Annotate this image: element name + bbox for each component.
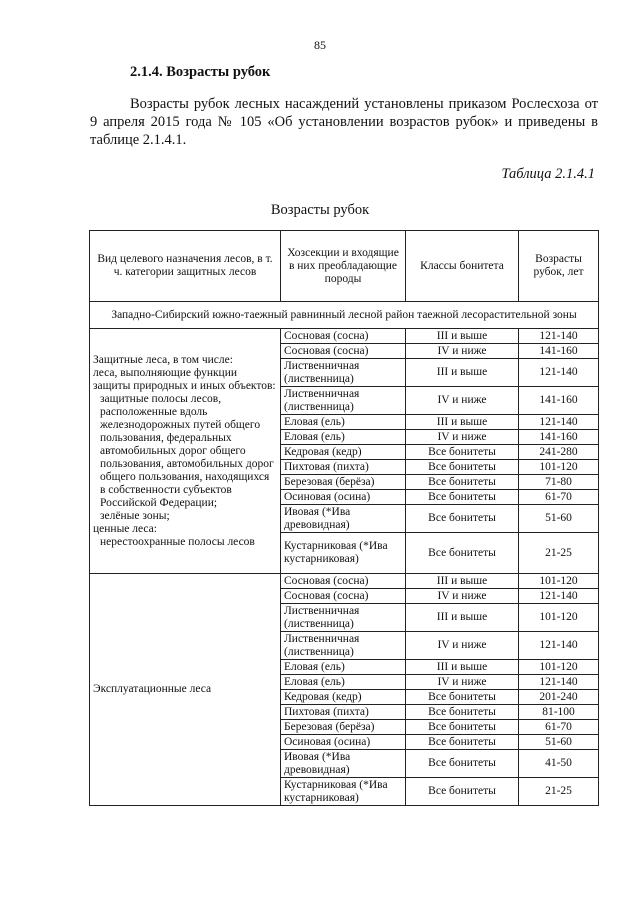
species-cell: Еловая (ель) — [281, 430, 406, 445]
protective-forests-category — [90, 329, 281, 574]
site-class-cell: Все бонитеты — [406, 490, 519, 505]
site-class-cell: IV и ниже — [406, 344, 519, 359]
zone-cell: Западно-Сибирский южно-таежный равнинный лесной район таежной лесорастительной зоны — [90, 302, 599, 329]
site-class-cell: III и выше — [406, 329, 519, 344]
cutting-age-cell: 141-160 — [519, 344, 599, 359]
cutting-age-cell: 101-120 — [519, 660, 599, 675]
cutting-age-cell: 21-25 — [519, 778, 599, 806]
cutting-age-cell: 121-140 — [519, 415, 599, 430]
category-line: нерестоохранные полосы лесов — [100, 535, 255, 548]
cutting-age-cell: 121-140 — [519, 359, 599, 387]
table-header-row — [90, 231, 599, 302]
category-line: зелёные зоны; — [100, 509, 170, 522]
species-cell: Березовая (берёза) — [281, 720, 406, 735]
species-cell: Ивовая (*Ива древовидная) — [281, 750, 406, 778]
species-cell: Сосновая (сосна) — [281, 329, 406, 344]
category-line: ценные леса: — [93, 522, 157, 535]
zone-row — [90, 302, 599, 329]
species-cell: Кедровая (кедр) — [281, 445, 406, 460]
site-class-cell: Все бонитеты — [406, 735, 519, 750]
site-class-cell: Все бонитеты — [406, 720, 519, 735]
species-cell: Осиновая (осина) — [281, 490, 406, 505]
species-cell: Лиственничная (лиственница) — [281, 604, 406, 632]
species-cell: Кедровая (кедр) — [281, 690, 406, 705]
species-cell: Еловая (ель) — [281, 675, 406, 690]
species-cell: Кустарниковая (*Ива кустарниковая) — [281, 533, 406, 574]
species-cell: Ивовая (*Ива древовидная) — [281, 505, 406, 533]
site-class-cell: Все бонитеты — [406, 475, 519, 490]
site-class-cell: IV и ниже — [406, 387, 519, 415]
header-species: Хозсекции и входящие в них преобладающие породы — [281, 231, 406, 302]
site-class-cell: Все бонитеты — [406, 705, 519, 720]
cutting-age-cell: 81-100 — [519, 705, 599, 720]
table-row — [90, 329, 599, 344]
cutting-age-cell: 121-140 — [519, 632, 599, 660]
cutting-age-cell: 241-280 — [519, 445, 599, 460]
category-line: леса, выполняющие функции защиты природных и иных объектов: — [93, 366, 276, 392]
species-cell: Лиственничная (лиственница) — [281, 359, 406, 387]
table-row — [90, 574, 599, 589]
cutting-age-cell: 201-240 — [519, 690, 599, 705]
section-title: 2.1.4. Возрасты рубок — [130, 64, 271, 80]
page-number: 85 — [314, 38, 326, 52]
production-forests-category: Эксплуатационные леса — [90, 574, 281, 806]
site-class-cell: Все бонитеты — [406, 505, 519, 533]
cutting-age-cell: 61-70 — [519, 720, 599, 735]
category-line: защитные полосы лесов, расположенные вдоль железнодорожных путей общего пользования, федеральных автомобильных дорог общего пользования, автомобильных дорог общего пользования, находящихся в собственности субъектов Российской Федерации; — [100, 392, 274, 509]
table-number: Таблица 2.1.4.1 — [501, 166, 595, 182]
site-class-cell: Все бонитеты — [406, 533, 519, 574]
intro-paragraph-text: Возрасты рубок лесных насаждений установлены приказом Рослесхоза от 9 апреля 2015 года № 105 «Об установлении возрастов рубок» и приведены в таблице 2.1.4.1. — [90, 96, 598, 148]
species-cell: Сосновая (сосна) — [281, 589, 406, 604]
cutting-age-cell: 41-50 — [519, 750, 599, 778]
cutting-age-cell: 71-80 — [519, 475, 599, 490]
site-class-cell: III и выше — [406, 660, 519, 675]
cutting-age-cell: 121-140 — [519, 589, 599, 604]
species-cell: Березовая (берёза) — [281, 475, 406, 490]
header-site-class: Классы бонитета — [406, 231, 519, 302]
header-forest-purpose: Вид целевого назначения лесов, в т. ч. категории защитных лесов — [90, 231, 281, 302]
cutting-age-cell: 121-140 — [519, 675, 599, 690]
species-cell: Пихтовая (пихта) — [281, 460, 406, 475]
cutting-age-cell: 101-120 — [519, 460, 599, 475]
site-class-cell: IV и ниже — [406, 589, 519, 604]
site-class-cell: Все бонитеты — [406, 460, 519, 475]
cutting-age-cell: 121-140 — [519, 329, 599, 344]
site-class-cell: III и выше — [406, 604, 519, 632]
species-cell: Кустарниковая (*Ива кустарниковая) — [281, 778, 406, 806]
site-class-cell: III и выше — [406, 359, 519, 387]
species-cell: Сосновая (сосна) — [281, 344, 406, 359]
species-cell: Лиственничная (лиственница) — [281, 632, 406, 660]
species-cell: Еловая (ель) — [281, 415, 406, 430]
species-cell: Еловая (ель) — [281, 660, 406, 675]
header-cutting-age: Возрасты рубок, лет — [519, 231, 599, 302]
site-class-cell: III и выше — [406, 574, 519, 589]
species-cell: Осиновая (осина) — [281, 735, 406, 750]
table-caption: Возрасты рубок — [270, 202, 370, 218]
species-cell: Сосновая (сосна) — [281, 574, 406, 589]
cutting-age-cell: 141-160 — [519, 430, 599, 445]
cutting-age-table — [89, 230, 599, 806]
site-class-cell: III и выше — [406, 415, 519, 430]
cutting-age-cell: 61-70 — [519, 490, 599, 505]
species-cell: Лиственничная (лиственница) — [281, 387, 406, 415]
site-class-cell: IV и ниже — [406, 430, 519, 445]
site-class-cell: IV и ниже — [406, 632, 519, 660]
cutting-age-cell: 51-60 — [519, 505, 599, 533]
cutting-age-cell: 51-60 — [519, 735, 599, 750]
site-class-cell: Все бонитеты — [406, 778, 519, 806]
site-class-cell: Все бонитеты — [406, 750, 519, 778]
cutting-age-cell: 101-120 — [519, 574, 599, 589]
site-class-cell: Все бонитеты — [406, 690, 519, 705]
cutting-age-cell: 101-120 — [519, 604, 599, 632]
site-class-cell: IV и ниже — [406, 675, 519, 690]
cutting-age-cell: 21-25 — [519, 533, 599, 574]
species-cell: Пихтовая (пихта) — [281, 705, 406, 720]
intro-paragraph — [90, 95, 598, 149]
site-class-cell: Все бонитеты — [406, 445, 519, 460]
cutting-age-cell: 141-160 — [519, 387, 599, 415]
category-line: Защитные леса, в том числе: — [93, 353, 233, 366]
